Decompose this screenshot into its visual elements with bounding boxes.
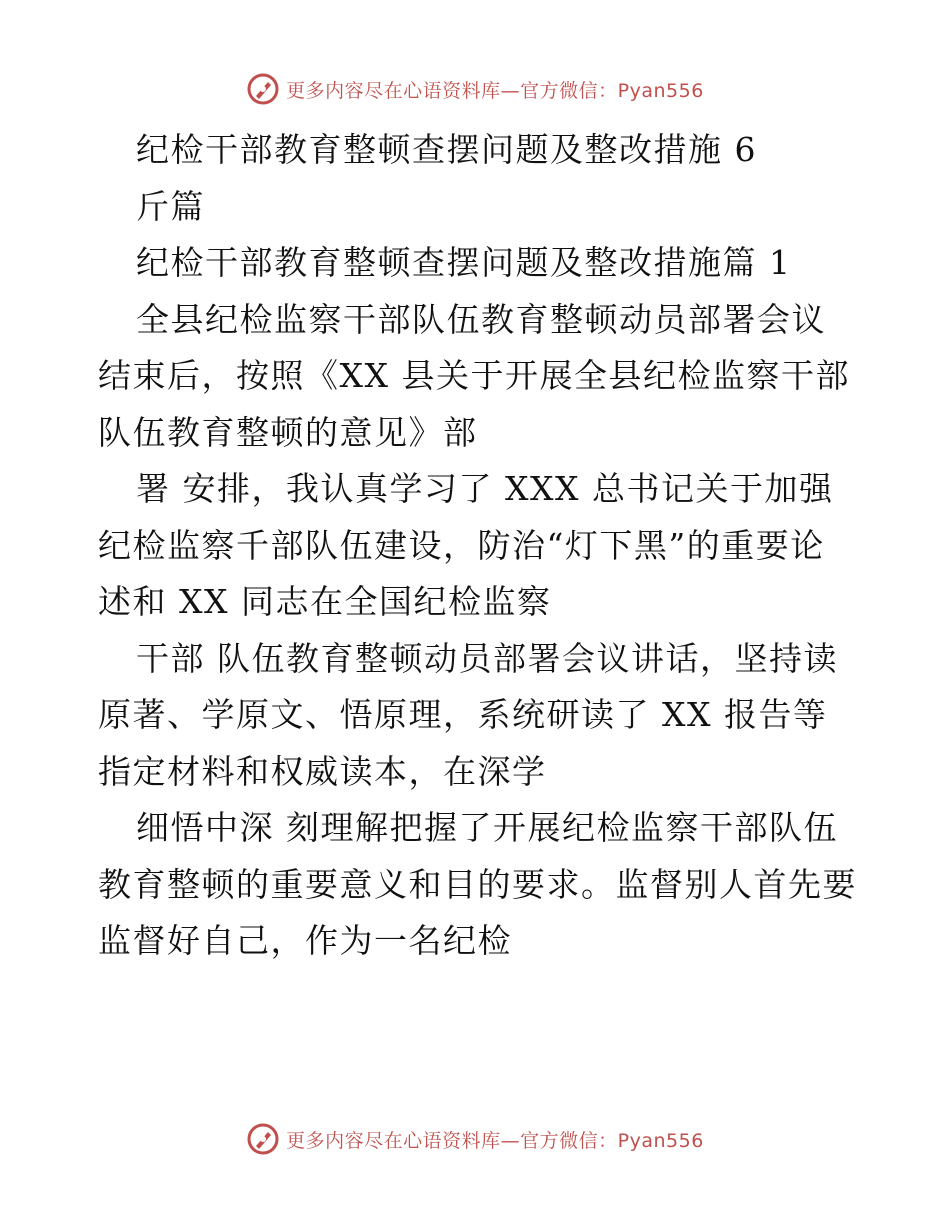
pen-circle-logo-icon [246,1122,280,1156]
document-subtitle: 纪检干部教育整顿查摆问题及整改措施篇 1 [136,243,792,282]
document-body [98,122,858,970]
watermark-text: 更多内容尽在心语资料库—官方微信：Pyan556 [286,1129,704,1152]
pen-circle-logo-icon [246,72,280,106]
header-watermark [0,72,950,106]
paragraph-2: 署 安排，我认真学习了 XXX 总书记关于加强纪检监察千部队伍建设，防治“灯下黑”的重要论述和 XX 同志在全国纪检监察 [98,469,834,621]
watermark-text: 更多内容尽在心语资料库—官方微信：Pyan556 [286,79,704,102]
footer-watermark [0,1122,950,1156]
paragraph-1: 全县纪检监察干部队伍教育整顿动员部署会议结束后，按照《XX 县关于开展全县纪检监察干部队伍教育整顿的意见》部 [98,299,850,452]
paragraph-3: 干部 队伍教育整顿动员部署会议讲话，坚持读原著、学原文、悟原理，系统研读了 XX 报告等指定材料和权威读本，在深学 [98,638,838,791]
document-title-line1: 纪检干部教育整顿查摆问题及整改措施 6 [136,130,757,169]
document-title-line2: 斤篇 [136,186,205,226]
paragraph-4: 细悟中深 刻理解把握了开展纪检监察干部队伍教育整顿的重要意义和目的要求。监督别人首先要监督好自己，作为一名纪检 [98,808,857,960]
